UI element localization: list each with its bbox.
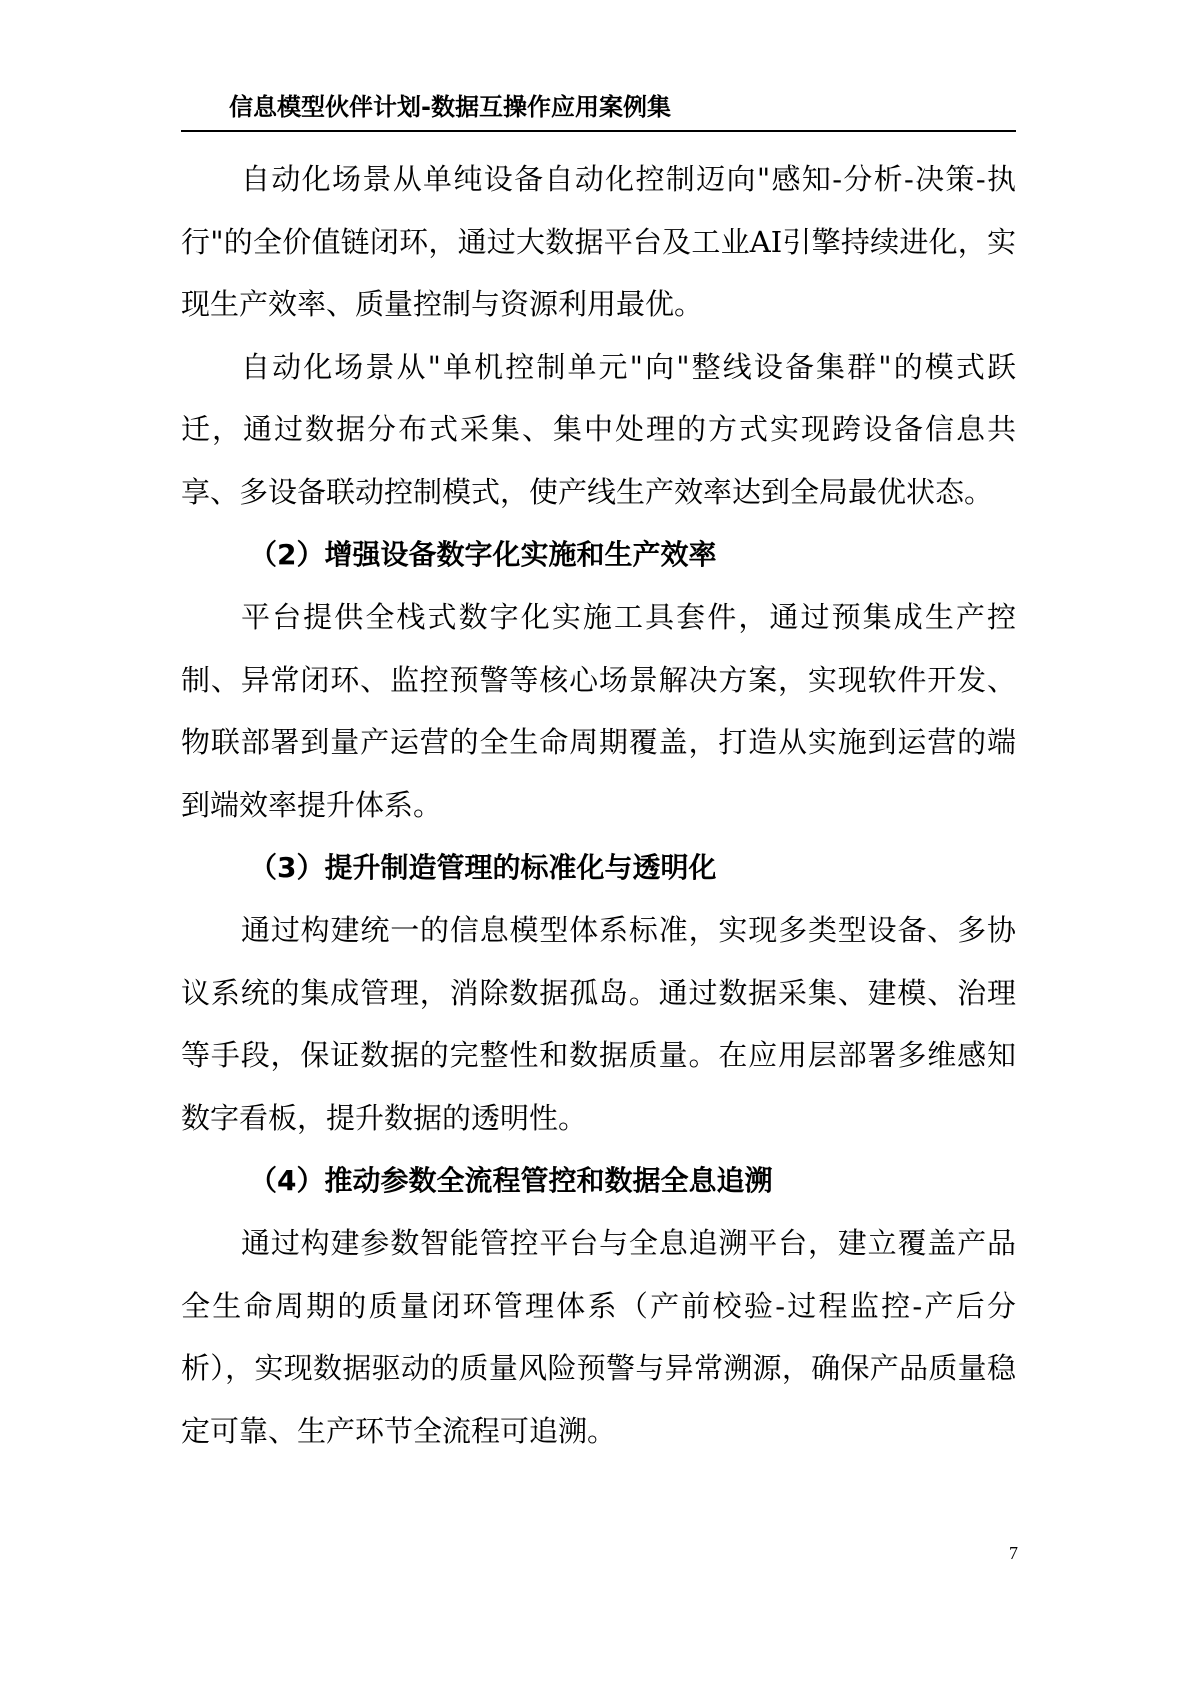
paragraph-digital-implementation: 平台提供全栈式数字化实施工具套件，通过预集成生产控制、异常闭环、监控预警等核心场景解决方案，实现软件开发、物联部署到量产运营的全生命周期覆盖，打造从实施到运营的端到端效率提升体系。 xyxy=(181,600,1016,822)
page-number: 7 xyxy=(1009,1543,1018,1563)
header-title: 信息模型伙伴计划-数据互操作应用案例集 xyxy=(229,93,671,121)
running-header xyxy=(181,88,1016,132)
section-heading-4: （4）推动参数全流程管控和数据全息追溯 xyxy=(249,1163,773,1197)
paragraph-automation-cluster: 自动化场景从"单机控制单元"向"整线设备集群"的模式跃迁，通过数据分布式采集、集中处理的方式实现跨设备信息共享、多设备联动控制模式，使产线生产效率达到全局最优状态。 xyxy=(181,349,1016,509)
paragraph-traceability: 通过构建参数智能管控平台与全息追溯平台，建立覆盖产品全生命周期的质量闭环管理体系（产前校验-过程监控-产后分析），实现数据驱动的质量风险预警与异常溯源，确保产品质量稳定可靠、生产环节全流程可追溯。 xyxy=(181,1226,1016,1448)
section-heading-3: （3）提升制造管理的标准化与透明化 xyxy=(249,850,717,884)
body-text xyxy=(181,148,1016,1462)
paragraph-automation-loop: 自动化场景从单纯设备自动化控制迈向"感知-分析-决策-执行"的全价值链闭环，通过大数据平台及工业AI引擎持续进化，实现生产效率、质量控制与资源利用最优。 xyxy=(181,162,1016,322)
paragraph-standardization: 通过构建统一的信息模型体系标准，实现多类型设备、多协议系统的集成管理，消除数据孤岛。通过数据采集、建模、治理等手段，保证数据的完整性和数据质量。在应用层部署多维感知数字看板，提升数据的透明性。 xyxy=(181,913,1016,1135)
section-heading-2: （2）增强设备数字化实施和生产效率 xyxy=(249,537,717,571)
